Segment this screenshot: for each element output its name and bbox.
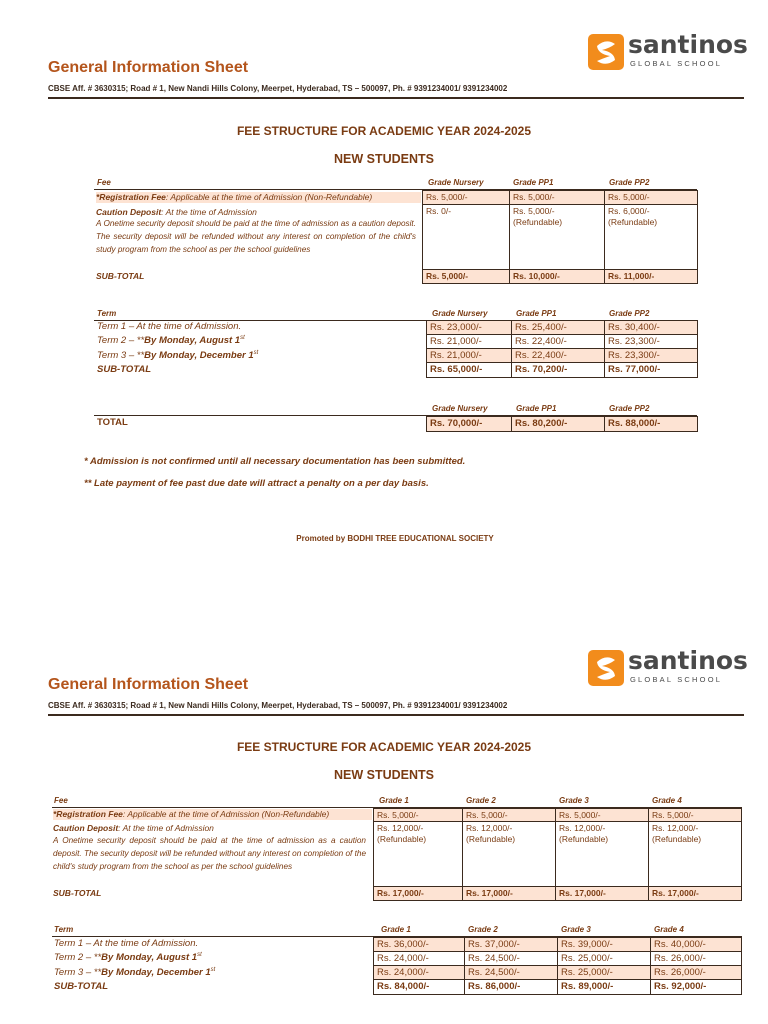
term3-grade4: Rs. 26,000/- xyxy=(650,965,742,980)
total-label: TOTAL xyxy=(97,417,128,428)
term2-pp2: Rs. 23,300/- xyxy=(604,334,698,349)
term1-grade3: Rs. 39,000/- xyxy=(557,937,651,952)
logo-mark-icon xyxy=(588,650,624,686)
total-col-pp1: Grade PP1 xyxy=(516,404,557,413)
term-col-label: Term xyxy=(54,925,74,934)
term-col-grade1: Grade 1 xyxy=(381,925,411,934)
fee-subtotal-grade3: Rs. 17,000/- xyxy=(555,886,649,901)
fee-col-label: Fee xyxy=(54,796,68,805)
term3-grade3: Rs. 25,000/- xyxy=(557,965,651,980)
term1-nursery: Rs. 23,000/- xyxy=(426,320,512,335)
term-2-label: Term 2 – **By Monday, August 1st xyxy=(54,952,202,964)
reg-fee-grade2: Rs. 5,000/- xyxy=(462,808,556,822)
fee-subtotal-grade2: Rs. 17,000/- xyxy=(462,886,556,901)
term3-grade1: Rs. 24,000/- xyxy=(373,965,465,980)
new-students-heading: NEW STUDENTS xyxy=(334,768,434,782)
term-col-grade2: Grade 2 xyxy=(468,925,498,934)
fee-col-grade1: Grade 1 xyxy=(379,796,409,805)
term3-grade2: Rs. 24,500/- xyxy=(464,965,558,980)
fee-subtotal-nursery: Rs. 5,000/- xyxy=(422,269,510,284)
address-line: CBSE Aff. # 3630315; Road # 1, New Nandi Hills Colony, Meerpet, Hyderabad, TS – 500097, Ph. # 9391234001/ 9391234002 xyxy=(48,701,508,710)
caution-grade1: Rs. 12,000/- (Refundable) xyxy=(373,821,463,887)
term1-pp2: Rs. 30,400/- xyxy=(604,320,698,335)
term-3-label: Term 3 – **By Monday, December 1st xyxy=(54,967,216,979)
fee-col-pp2: Grade PP2 xyxy=(609,178,650,187)
page-title: General Information Sheet xyxy=(48,59,249,76)
caution-pp2: Rs. 6,000/- (Refundable) xyxy=(604,204,698,270)
term-col-label: Term xyxy=(97,309,117,318)
reg-fee-grade1: Rs. 5,000/- xyxy=(373,808,463,822)
caution-grade2: Rs. 12,000/- (Refundable) xyxy=(462,821,556,887)
fee-structure-heading: FEE STRUCTURE FOR ACADEMIC YEAR 2024-2025 xyxy=(236,740,532,754)
total-pp1: Rs. 80,200/- xyxy=(511,416,605,432)
reg-fee-grade3: Rs. 5,000/- xyxy=(555,808,649,822)
term3-pp2: Rs. 23,300/- xyxy=(604,348,698,363)
term-subtotal-label: SUB-TOTAL xyxy=(54,981,109,992)
term-subtotal-grade1: Rs. 84,000/- xyxy=(373,979,465,995)
fee-subtotal-label: SUB-TOTAL xyxy=(96,271,145,281)
term-col-grade3: Grade 3 xyxy=(561,925,591,934)
term-3-label: Term 3 – **By Monday, December 1st xyxy=(97,350,259,362)
fee-col-pp1: Grade PP1 xyxy=(513,178,554,187)
school-logo xyxy=(588,646,748,688)
term-subtotal-nursery: Rs. 65,000/- xyxy=(426,362,512,378)
term-col-nursery: Grade Nursery xyxy=(432,309,488,318)
term2-nursery: Rs. 21,000/- xyxy=(426,334,512,349)
term2-grade2: Rs. 24,500/- xyxy=(464,951,558,966)
caution-deposit-description: A Onetime security deposit should be paid at the time of admission as a caution deposit. The security deposit will be refunded without any interest on completion of the child's study program from the school as per the school guidelines xyxy=(96,219,416,255)
page-2 xyxy=(0,616,768,1024)
total-col-nursery: Grade Nursery xyxy=(432,404,488,413)
term3-pp1: Rs. 22,400/- xyxy=(511,348,605,363)
reg-fee-pp1: Rs. 5,000/- xyxy=(509,190,605,205)
term-subtotal-grade2: Rs. 86,000/- xyxy=(464,979,558,995)
registration-fee-label: *Registration Fee: Applicable at the time of Admission (Non-Refundable) xyxy=(96,192,421,203)
term-subtotal-pp2: Rs. 77,000/- xyxy=(604,362,698,378)
reg-fee-pp2: Rs. 5,000/- xyxy=(604,190,698,205)
page-title: General Information Sheet xyxy=(48,676,249,693)
logo-name: santinos xyxy=(628,30,748,59)
term2-pp1: Rs. 22,400/- xyxy=(511,334,605,349)
fee-subtotal-pp1: Rs. 10,000/- xyxy=(509,269,605,284)
school-logo xyxy=(588,30,748,72)
term2-grade4: Rs. 26,000/- xyxy=(650,951,742,966)
term-col-pp1: Grade PP1 xyxy=(516,309,557,318)
fee-subtotal-pp2: Rs. 11,000/- xyxy=(604,269,698,284)
term2-grade3: Rs. 25,000/- xyxy=(557,951,651,966)
term-subtotal-pp1: Rs. 70,200/- xyxy=(511,362,605,378)
registration-fee-label: *Registration Fee: Applicable at the time of Admission (Non-Refundable) xyxy=(53,809,372,820)
term1-grade2: Rs. 37,000/- xyxy=(464,937,558,952)
total-pp2: Rs. 88,000/- xyxy=(604,416,698,432)
fee-subtotal-grade1: Rs. 17,000/- xyxy=(373,886,463,901)
term-col-pp2: Grade PP2 xyxy=(609,309,650,318)
total-col-pp2: Grade PP2 xyxy=(609,404,650,413)
fee-structure-heading: FEE STRUCTURE FOR ACADEMIC YEAR 2024-2025 xyxy=(236,124,532,138)
term-2-label: Term 2 – **By Monday, August 1st xyxy=(97,335,245,347)
term1-grade4: Rs. 40,000/- xyxy=(650,937,742,952)
admission-note: * Admission is not confirmed until all necessary documentation has been submitted. xyxy=(84,456,466,467)
term-subtotal-grade4: Rs. 92,000/- xyxy=(650,979,742,995)
fee-col-grade2: Grade 2 xyxy=(466,796,496,805)
header-divider xyxy=(48,714,744,716)
logo-subtitle: GLOBAL SCHOOL xyxy=(630,59,723,68)
term-1-label: Term 1 – At the time of Admission. xyxy=(54,938,199,949)
term-1-label: Term 1 – At the time of Admission. xyxy=(97,321,242,332)
late-payment-note: ** Late payment of fee past due date will attract a penalty on a per day basis. xyxy=(84,478,429,489)
fee-col-label: Fee xyxy=(97,178,111,187)
fee-col-nursery: Grade Nursery xyxy=(428,178,484,187)
caution-grade4: Rs. 12,000/- (Refundable) xyxy=(648,821,742,887)
term-col-grade4: Grade 4 xyxy=(654,925,684,934)
fee-subtotal-grade4: Rs. 17,000/- xyxy=(648,886,742,901)
logo-mark-icon xyxy=(588,34,624,70)
reg-fee-nursery: Rs. 5,000/- xyxy=(422,190,510,205)
caution-deposit-label: Caution Deposit: At the time of Admission xyxy=(53,823,214,833)
new-students-heading: NEW STUDENTS xyxy=(334,152,434,166)
term-subtotal-grade3: Rs. 89,000/- xyxy=(557,979,651,995)
logo-name: santinos xyxy=(628,646,748,675)
logo-subtitle: GLOBAL SCHOOL xyxy=(630,675,723,684)
fee-col-grade3: Grade 3 xyxy=(559,796,589,805)
promoted-by: Promoted by BODHI TREE EDUCATIONAL SOCIETY xyxy=(296,534,494,543)
term-subtotal-label: SUB-TOTAL xyxy=(97,364,152,375)
header-divider xyxy=(48,97,744,99)
fee-col-grade4: Grade 4 xyxy=(652,796,682,805)
term1-pp1: Rs. 25,400/- xyxy=(511,320,605,335)
caution-pp1: Rs. 5,000/- (Refundable) xyxy=(509,204,605,270)
caution-grade3: Rs. 12,000/- (Refundable) xyxy=(555,821,649,887)
reg-fee-grade4: Rs. 5,000/- xyxy=(648,808,742,822)
term3-nursery: Rs. 21,000/- xyxy=(426,348,512,363)
fee-subtotal-label: SUB-TOTAL xyxy=(53,888,102,898)
address-line: CBSE Aff. # 3630315; Road # 1, New Nandi Hills Colony, Meerpet, Hyderabad, TS – 500097, Ph. # 9391234001/ 9391234002 xyxy=(48,84,508,93)
term2-grade1: Rs. 24,000/- xyxy=(373,951,465,966)
caution-deposit-description: A Onetime security deposit should be paid at the time of admission as a caution deposit. The security deposit will be refunded without any interest on completion of the child's study program from the school as per the school guidelines xyxy=(53,836,366,872)
caution-nursery: Rs. 0/- xyxy=(422,204,510,270)
total-nursery: Rs. 70,000/- xyxy=(426,416,512,432)
term1-grade1: Rs. 36,000/- xyxy=(373,937,465,952)
caution-deposit-label: Caution Deposit: At the time of Admission xyxy=(96,207,257,217)
